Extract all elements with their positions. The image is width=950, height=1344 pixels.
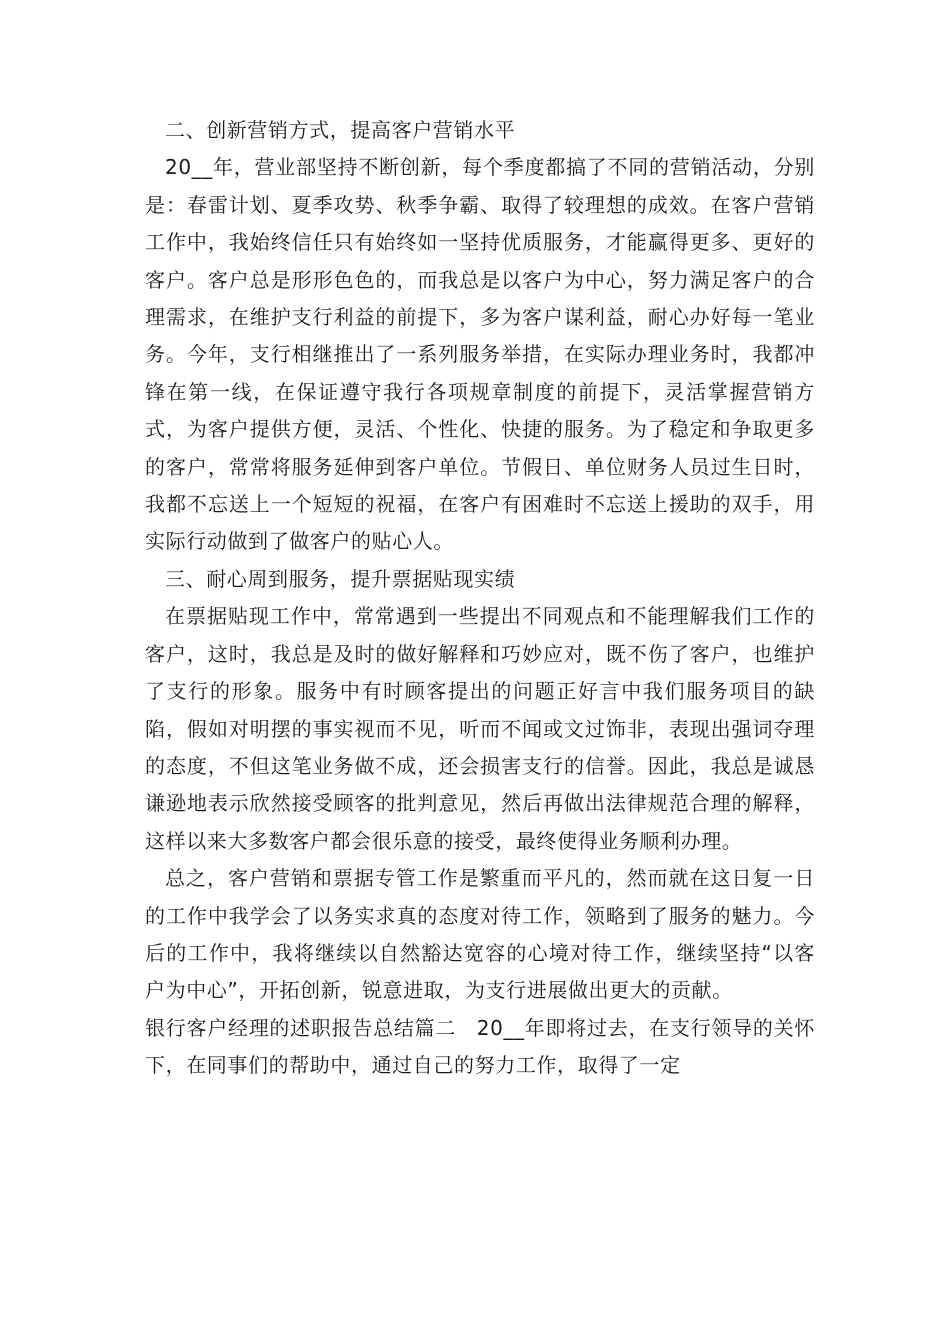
paragraph-discount: 在票据贴现工作中，常常遇到一些提出不同观点和不能理解我们工作的客户，这时，我总是及时的做好解释和巧妙应对，既不伤了客户，也维护了支行的形象。服务中有时顾客提出的问题正好言中我们服务项目的缺陷，假如对明摆的事实视而不见，听而不闻或文过饰非，表现出强词夺理的态度，不但这笔业务做不成，还会损害支行的信誉。因此，我总是诚恳谦逊地表示欣然接受顾客的批判意见，然后再做出法律规范合理的解释，这样以来大多数客户都会很乐意的接受，最终使得业务顺利办理。 [145,604,815,853]
section-heading-2: 二、创新营销方式，提高客户营销水平 [165,118,516,142]
section-heading-3: 三、耐心周到服务，提升票据贴现实绩 [165,566,516,591]
paragraph-report-two: 银行客户经理的述职报告总结篇二 20__年即将过去，在支行领导的关怀下，在同事们的帮助中，通过自己的努力工作，取得了一定 [145,1015,815,1078]
document-body [145,112,815,1085]
paragraph-marketing: 20__年，营业部坚持不断创新，每个季度都搞了不同的营销活动，分别是：春雷计划、夏季攻势、秋季争霸、取得了较理想的成效。在客户营销工作中，我始终信任只有始终如一坚持优质服务，才能赢得更多、更好的客户。客户总是形形色色的，而我总是以客户为中心，努力满足客户的合理需求，在维护支行利益的前提下，多为客户谋利益，耐心办好每一笔业务。今年，支行相继推出了一系列服务举措，在实际办理业务时，我都冲锋在第一线，在保证遵守我行各项规章制度的前提下，灵活掌握营销方式，为客户提供方便，灵活、个性化、快捷的服务。为了稳定和争取更多的客户，常常将服务延伸到客户单位。节假日、单位财务人员过生日时，我都不忘送上一个短短的祝福，在客户有困难时不忘送上援助的双手，用实际行动做到了做客户的贴心人。 [145,155,815,554]
paragraph-summary: 总之，客户营销和票据专管工作是繁重而平凡的，然而就在这日复一日的工作中我学会了以务实求真的态度对待工作，领略到了服务的魅力。今后的工作中，我将继续以自然豁达宽容的心境对待工作，继续坚持“以客户为中心”，开拓创新，锐意进取，为支行进展做出更大的贡献。 [145,866,815,1003]
